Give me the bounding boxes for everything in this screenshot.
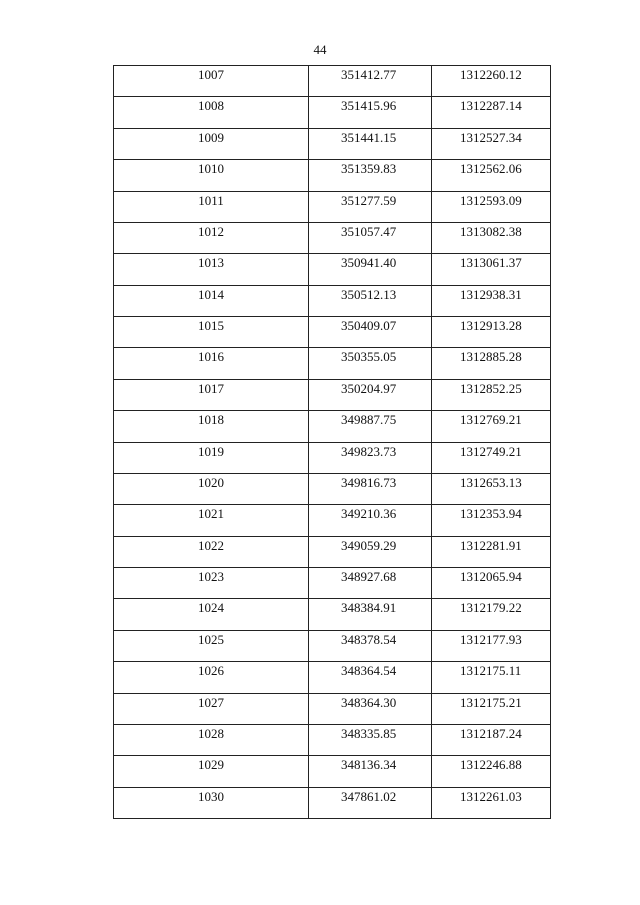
point-id-cell: 1013 [114,254,309,285]
table-row [114,599,551,630]
y-coordinate-cell: 1312287.14 [432,97,551,128]
table-row [114,317,551,348]
x-coordinate-cell: 349210.36 [309,505,432,536]
table-row [114,191,551,222]
y-coordinate-cell: 1312353.94 [432,505,551,536]
y-coordinate-cell: 1312593.09 [432,191,551,222]
x-coordinate-cell: 350941.40 [309,254,432,285]
point-id-cell: 1020 [114,473,309,504]
table-row [114,254,551,285]
point-id-cell: 1008 [114,97,309,128]
table-body [114,66,551,819]
point-id-cell: 1017 [114,379,309,410]
point-id-cell: 1012 [114,222,309,253]
point-id-cell: 1030 [114,787,309,818]
y-coordinate-cell: 1312913.28 [432,317,551,348]
x-coordinate-cell: 348364.30 [309,693,432,724]
y-coordinate-cell: 1312562.06 [432,160,551,191]
y-coordinate-cell: 1312769.21 [432,411,551,442]
x-coordinate-cell: 348335.85 [309,724,432,755]
point-id-cell: 1018 [114,411,309,442]
point-id-cell: 1025 [114,630,309,661]
x-coordinate-cell: 350355.05 [309,348,432,379]
x-coordinate-cell: 350512.13 [309,285,432,316]
y-coordinate-cell: 1312065.94 [432,568,551,599]
page-number: 44 [313,42,327,57]
y-coordinate-cell: 1312527.34 [432,128,551,159]
table-row [114,442,551,473]
point-id-cell: 1010 [114,160,309,191]
table-row [114,787,551,818]
y-coordinate-cell: 1312179.22 [432,599,551,630]
point-id-cell: 1019 [114,442,309,473]
x-coordinate-cell: 351057.47 [309,222,432,253]
point-id-cell: 1011 [114,191,309,222]
table-row [114,379,551,410]
y-coordinate-cell: 1312246.88 [432,756,551,787]
point-id-cell: 1021 [114,505,309,536]
x-coordinate-cell: 351441.15 [309,128,432,159]
table-row [114,662,551,693]
point-id-cell: 1029 [114,756,309,787]
y-coordinate-cell: 1312261.03 [432,787,551,818]
table-row [114,568,551,599]
x-coordinate-cell: 349059.29 [309,536,432,567]
y-coordinate-cell: 1312852.25 [432,379,551,410]
table-row [114,222,551,253]
y-coordinate-cell: 1312177.93 [432,630,551,661]
point-id-cell: 1027 [114,693,309,724]
y-coordinate-cell: 1312653.13 [432,473,551,504]
x-coordinate-cell: 348136.34 [309,756,432,787]
y-coordinate-cell: 1312187.24 [432,724,551,755]
y-coordinate-cell: 1312260.12 [432,66,551,97]
point-id-cell: 1007 [114,66,309,97]
x-coordinate-cell: 349823.73 [309,442,432,473]
table-row [114,411,551,442]
x-coordinate-cell: 350204.97 [309,379,432,410]
y-coordinate-cell: 1313061.37 [432,254,551,285]
table-row [114,160,551,191]
y-coordinate-cell: 1312175.21 [432,693,551,724]
table-row [114,128,551,159]
table-row [114,66,551,97]
table-row [114,756,551,787]
y-coordinate-cell: 1312175.11 [432,662,551,693]
point-id-cell: 1026 [114,662,309,693]
x-coordinate-cell: 350409.07 [309,317,432,348]
table-row [114,630,551,661]
coordinate-table [113,65,551,819]
point-id-cell: 1016 [114,348,309,379]
table-row [114,473,551,504]
x-coordinate-cell: 348378.54 [309,630,432,661]
table-row [114,505,551,536]
table-row [114,285,551,316]
x-coordinate-cell: 348927.68 [309,568,432,599]
x-coordinate-cell: 351412.77 [309,66,432,97]
y-coordinate-cell: 1312938.31 [432,285,551,316]
x-coordinate-cell: 347861.02 [309,787,432,818]
point-id-cell: 1023 [114,568,309,599]
y-coordinate-cell: 1312281.91 [432,536,551,567]
point-id-cell: 1014 [114,285,309,316]
table-row [114,536,551,567]
x-coordinate-cell: 351359.83 [309,160,432,191]
point-id-cell: 1015 [114,317,309,348]
point-id-cell: 1028 [114,724,309,755]
y-coordinate-cell: 1312749.21 [432,442,551,473]
x-coordinate-cell: 351277.59 [309,191,432,222]
point-id-cell: 1009 [114,128,309,159]
x-coordinate-cell: 351415.96 [309,97,432,128]
point-id-cell: 1024 [114,599,309,630]
x-coordinate-cell: 348364.54 [309,662,432,693]
table-row [114,97,551,128]
x-coordinate-cell: 349887.75 [309,411,432,442]
y-coordinate-cell: 1313082.38 [432,222,551,253]
table-row [114,724,551,755]
point-id-cell: 1022 [114,536,309,567]
x-coordinate-cell: 348384.91 [309,599,432,630]
x-coordinate-cell: 349816.73 [309,473,432,504]
table-row [114,693,551,724]
table-row [114,348,551,379]
y-coordinate-cell: 1312885.28 [432,348,551,379]
